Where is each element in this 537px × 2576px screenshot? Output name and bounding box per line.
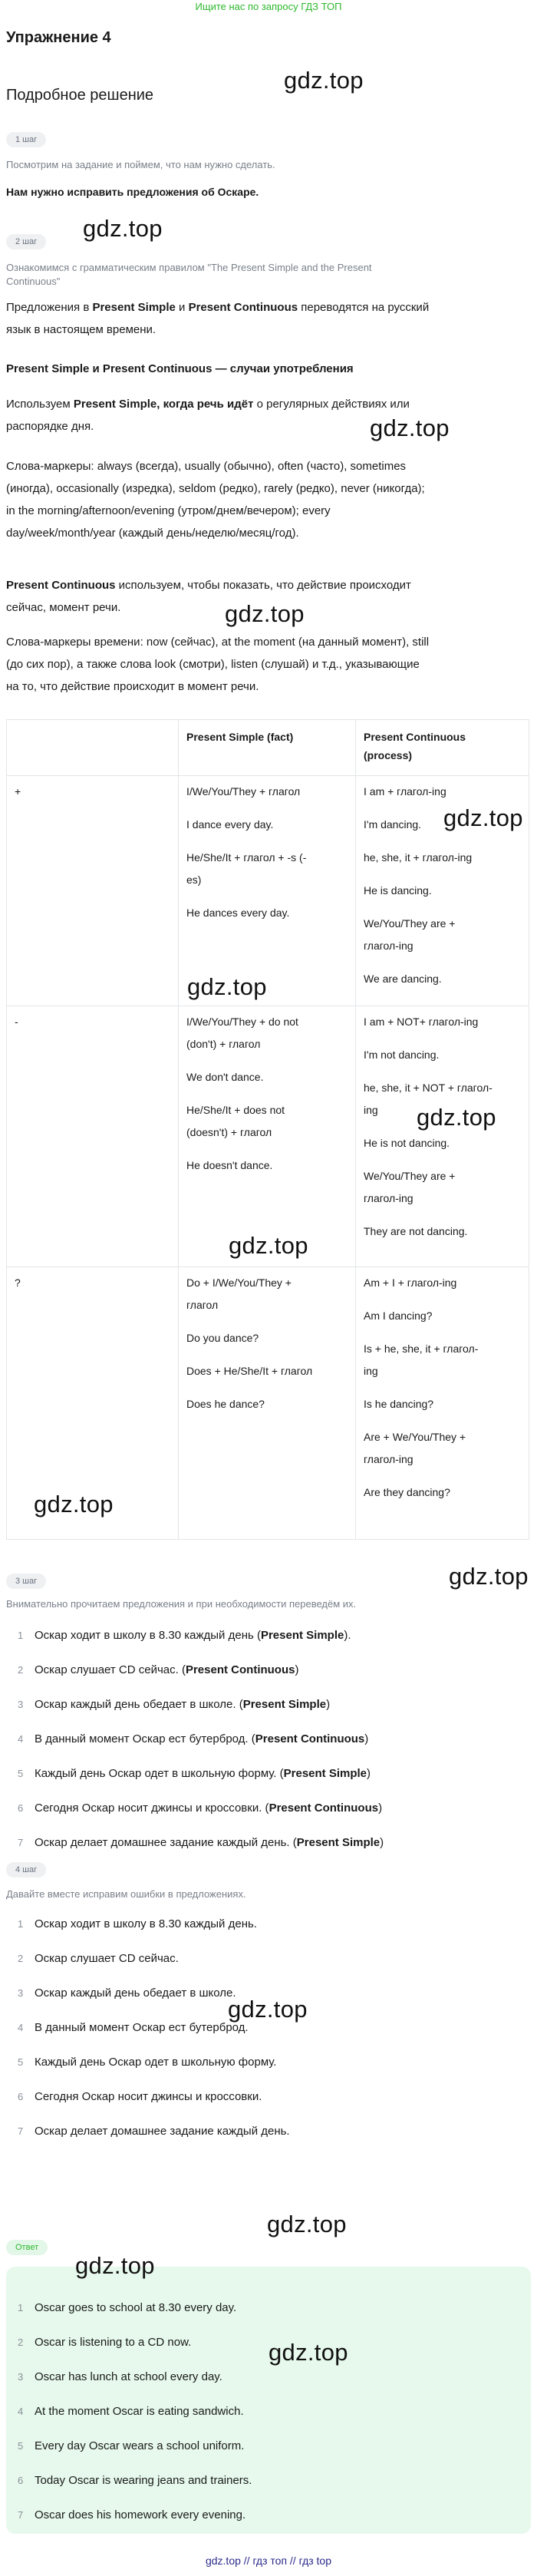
item-number: 6: [18, 2091, 24, 2102]
tense-label: Present Simple: [296, 1836, 381, 1849]
item-text: Каждый день Оскар одет в школьную форму. (: [35, 1767, 284, 1780]
sign-cell: +: [7, 776, 179, 1006]
cell-line: (doesn't) + глагол: [186, 1126, 272, 1138]
text: переводятся на русский: [298, 301, 430, 314]
paragraph-line: [6, 393, 410, 415]
list-item: [6, 1627, 528, 1661]
item-text: В данный момент Оскар ест бутерброд.: [35, 2021, 249, 2034]
item-number: 6: [18, 1802, 24, 1814]
cell-line: He/She/It + глагол + -s (-: [186, 851, 307, 864]
paragraph-line: язык в настоящем времени.: [6, 323, 156, 336]
item-text: ): [295, 1663, 299, 1676]
cell-line: We are dancing.: [364, 973, 442, 985]
step-badge: 3 шаг: [6, 1574, 46, 1589]
step-intro: Внимательно прочитаем предложения и при необходимости переведём их.: [6, 1598, 357, 1610]
header-line: Present Continuous: [364, 731, 466, 743]
cell-line: es): [186, 874, 202, 886]
paragraph-line: (до сих пор), а также слова look (смотри), listen (слушай) и т.д., указывающие: [6, 658, 420, 671]
intro-line: Continuous": [6, 276, 61, 287]
list-item: [6, 1661, 528, 1696]
cell-line: We/You/They are +: [364, 1170, 456, 1182]
watermark: gdz.top: [228, 1996, 308, 2023]
answer-badge: Ответ: [6, 2240, 48, 2255]
item-number: 7: [18, 2509, 24, 2521]
cell-line: We/You/They are +: [364, 917, 456, 930]
item-number: 6: [18, 2475, 24, 2486]
answer-item: [6, 2472, 531, 2506]
cell-line: Does + He/She/It + глагол: [186, 1365, 313, 1377]
item-number: 5: [18, 2056, 24, 2068]
cell-line: I'm not dancing.: [364, 1049, 440, 1061]
item-number: 1: [18, 1630, 24, 1641]
markers-paragraph: [6, 455, 425, 544]
item-number: 3: [18, 2371, 24, 2383]
watermark: gdz.top: [229, 1232, 308, 1259]
watermark: gdz.top: [268, 2339, 348, 2366]
watermark: gdz.top: [284, 67, 364, 94]
cell-line: he, she, it + глагол-ing: [364, 851, 473, 864]
item-number: 7: [18, 1837, 24, 1848]
markers-paragraph: [6, 631, 429, 698]
tense-label: Present Simple: [260, 1629, 344, 1642]
item-text: Оскар слушает CD сейчас.: [35, 1952, 179, 1965]
bold-term: Present Continuous: [6, 579, 116, 592]
step-badge: 4 шаг: [6, 1862, 46, 1878]
paragraph: [6, 393, 410, 438]
item-text: В данный момент Оскар ест бутерброд. (: [35, 1732, 255, 1745]
paragraph-line: [6, 574, 411, 596]
paragraph-line: Слова-маркеры: always (всегда), usually (обычно), often (часто), sometimes: [6, 460, 407, 473]
cell-line: He dances every day.: [186, 907, 290, 919]
cell-line: I am + глагол-ing: [364, 785, 446, 798]
paragraph-line: Слова-маркеры времени: now (сейчас), at the moment (на данный момент), still: [6, 636, 430, 649]
item-text: Сегодня Оскар носит джинсы и кроссовки. (: [35, 1802, 269, 1815]
item-text: At the moment Oscar is eating sandwich.: [35, 2405, 244, 2418]
tense-label: Present Simple: [283, 1767, 367, 1780]
item-text: Сегодня Оскар носит джинсы и кроссовки.: [35, 2090, 262, 2103]
search-hint-link[interactable]: Ищите нас по запросу ГДЗ ТОП: [195, 1, 342, 12]
cell-line: I/We/You/They + глагол: [186, 785, 301, 798]
cell-line: Am + I + глагол-ing: [364, 1276, 457, 1289]
item-text: Oscar does his homework every evening.: [35, 2508, 246, 2522]
tense-label: Present Continuous: [268, 1802, 379, 1815]
paragraph-line: [6, 296, 429, 319]
sentence-list: [6, 1627, 528, 1868]
present-simple-cell: [179, 776, 356, 1006]
answer-item: [6, 2403, 531, 2437]
paragraph-line: day/week/month/year (каждый день/неделю/месяц/год).: [6, 527, 299, 540]
watermark: gdz.top: [370, 414, 450, 441]
item-text: Оскар делает домашнее задание каждый день.: [35, 2125, 290, 2138]
answer-item: [6, 2437, 531, 2472]
tense-label: Present Continuous: [255, 1732, 365, 1745]
item-number: 2: [18, 1664, 24, 1676]
table-cell: [7, 720, 179, 776]
item-number: 5: [18, 1768, 24, 1779]
item-text: Oscar is listening to a CD now.: [35, 2336, 192, 2349]
cell-line: Is + he, she, it + глагол-: [364, 1342, 479, 1355]
text: Используем: [6, 398, 74, 411]
item-number: 3: [18, 1987, 24, 1999]
cell-line: He/She/It + does not: [186, 1104, 285, 1116]
list-item: [6, 1915, 528, 1950]
answer-item: [6, 2299, 531, 2333]
item-text: Оскар слушает CD сейчас. (: [35, 1663, 186, 1676]
cell-line: ing: [364, 1365, 378, 1377]
header-line: (process): [364, 749, 413, 761]
bold-term: Present Continuous: [188, 301, 298, 314]
text: используем, чтобы показать, что действие происходит: [115, 579, 411, 592]
cell-line: I am + NOT+ глагол-ing: [364, 1016, 479, 1028]
item-text: Каждый день Оскар одет в школьную форму.: [35, 2056, 277, 2069]
cell-line: глагол-ing: [364, 940, 413, 952]
item-text: Оскар делает домашнее задание каждый день. (: [35, 1836, 297, 1849]
watermark: gdz.top: [449, 1563, 529, 1590]
item-number: 4: [18, 2022, 24, 2033]
cell-line: We don't dance.: [186, 1071, 264, 1083]
step-intro: Посмотрим на задание и поймем, что нам нужно сделать.: [6, 159, 275, 170]
item-text: Оскар ходит в школу в 8.30 каждый день (: [35, 1629, 261, 1642]
watermark: gdz.top: [417, 1104, 496, 1131]
cell-line: глагол: [186, 1299, 219, 1311]
bold-term: Present Simple, когда речь идёт: [73, 398, 254, 411]
item-text: ): [367, 1767, 371, 1780]
cell-line: Does he dance?: [186, 1398, 265, 1410]
step-intro: Давайте вместе исправим ошибки в предложениях.: [6, 1888, 246, 1900]
answer-item: [6, 2506, 531, 2541]
answer-item: [6, 2368, 531, 2403]
item-number: 1: [18, 2302, 24, 2313]
sign-cell: ?: [7, 1267, 179, 1540]
item-number: 2: [18, 2337, 24, 2348]
list-item: [6, 1834, 528, 1868]
answer-box: [6, 2267, 531, 2534]
list-item: [6, 2019, 528, 2053]
watermark: gdz.top: [225, 600, 305, 627]
cell-line: Do you dance?: [186, 1332, 259, 1344]
step-intro: [6, 261, 372, 289]
section-title: Подробное решение: [6, 87, 154, 104]
text: Предложения в: [6, 301, 93, 314]
text: и: [175, 301, 189, 314]
item-number: 3: [18, 1699, 24, 1710]
sign-cell: -: [7, 1006, 179, 1267]
item-number: 4: [18, 1733, 24, 1745]
cell-line: глагол-ing: [364, 1453, 413, 1465]
paragraph: [6, 296, 429, 341]
step-badge: 2 шаг: [6, 234, 46, 249]
list-item: [6, 1799, 528, 1834]
paragraph-line: сейчас, момент речи.: [6, 601, 121, 614]
table-row: [7, 1006, 529, 1267]
answer-list: [6, 2299, 531, 2541]
bold-term: Present Simple: [92, 301, 176, 314]
item-text: Today Oscar is wearing jeans and trainers.: [35, 2474, 252, 2487]
item-number: 2: [18, 1953, 24, 1964]
present-simple-cell: [179, 1006, 356, 1267]
table-header-cell: Present Simple (fact): [179, 720, 356, 776]
item-text: Oscar has lunch at school every day.: [35, 2370, 222, 2383]
cell-line: He is not dancing.: [364, 1137, 450, 1149]
item-text: Оскар каждый день обедает в школе. (: [35, 1698, 243, 1711]
watermark: gdz.top: [34, 1491, 114, 1518]
list-item: [6, 1730, 528, 1765]
step-text: Нам нужно исправить предложения об Оскаре.: [6, 186, 259, 198]
table-header-cell: [356, 720, 529, 776]
item-text: Every day Oscar wears a school uniform.: [35, 2439, 245, 2452]
item-text: Oscar goes to school at 8.30 every day.: [35, 2301, 237, 2314]
paragraph: [6, 574, 411, 619]
intro-line: Ознакомимся с грамматическим правилом "The Present Simple and the Present: [6, 262, 372, 273]
cell-line: Are they dancing?: [364, 1486, 450, 1498]
item-number: 1: [18, 1918, 24, 1930]
cell-line: Am I dancing?: [364, 1309, 433, 1322]
watermark: gdz.top: [267, 2211, 347, 2237]
paragraph-line: распорядке дня.: [6, 420, 94, 433]
item-text: Оскар каждый день обедает в школе.: [35, 1986, 236, 2000]
watermark: gdz.top: [83, 215, 163, 242]
list-item: [6, 1765, 528, 1799]
cell-line: I/We/You/They + do not: [186, 1016, 298, 1028]
item-number: 7: [18, 2125, 24, 2137]
item-text: ): [380, 1836, 384, 1849]
list-item: [6, 2053, 528, 2088]
list-item: [6, 2088, 528, 2122]
step-badge: 1 шаг: [6, 132, 46, 147]
page-title: Упражнение 4: [6, 29, 111, 46]
table-header-row: [7, 720, 529, 776]
item-text: ): [364, 1732, 369, 1745]
list-item: [6, 2122, 528, 2157]
list-item: [6, 1950, 528, 1984]
list-item: [6, 1696, 528, 1730]
cell-line: (don't) + глагол: [186, 1038, 261, 1050]
tense-label: Present Simple: [242, 1698, 327, 1711]
watermark: gdz.top: [443, 804, 523, 831]
cell-line: he, she, it + NOT + глагол-: [364, 1082, 493, 1094]
cell-line: Are + We/You/They +: [364, 1431, 466, 1443]
subheading: Present Simple и Present Continuous — случаи употребления: [6, 362, 354, 375]
watermark: gdz.top: [75, 2252, 155, 2279]
footer-links[interactable]: gdz.top // гдз топ // гдз top: [205, 2555, 332, 2567]
cell-line: They are not dancing.: [364, 1225, 468, 1237]
present-continuous-cell: [356, 1267, 529, 1540]
item-text: ): [326, 1698, 331, 1711]
item-text: Оскар ходит в школу в 8.30 каждый день.: [35, 1917, 257, 1930]
cell-line: глагол-ing: [364, 1192, 413, 1204]
cell-line: I'm dancing.: [364, 818, 422, 831]
item-text: ): [378, 1802, 383, 1815]
cell-line: He doesn't dance.: [186, 1159, 273, 1171]
watermark: gdz.top: [187, 973, 267, 1000]
text: о регулярных действиях или: [253, 398, 410, 411]
tense-label: Present Continuous: [185, 1663, 295, 1676]
item-number: 4: [18, 2406, 24, 2417]
cell-line: Do + I/We/You/They +: [186, 1276, 292, 1289]
paragraph-line: in the morning/afternoon/evening (утром/днем/вечером); every: [6, 504, 331, 517]
sentence-list: [6, 1915, 528, 2157]
paragraph-line: на то, что действие происходит в момент речи.: [6, 680, 259, 693]
item-text: ).: [344, 1629, 351, 1642]
paragraph-line: (иногда), occasionally (изредка), seldom (редко), rarely (редко), never (никогда);: [6, 482, 425, 495]
item-number: 5: [18, 2440, 24, 2452]
cell-line: I dance every day.: [186, 818, 274, 831]
cell-line: Is he dancing?: [364, 1398, 434, 1410]
cell-line: ing: [364, 1104, 378, 1116]
cell-line: He is dancing.: [364, 884, 432, 897]
present-simple-cell: [179, 1267, 356, 1540]
present-continuous-cell: [356, 1006, 529, 1267]
